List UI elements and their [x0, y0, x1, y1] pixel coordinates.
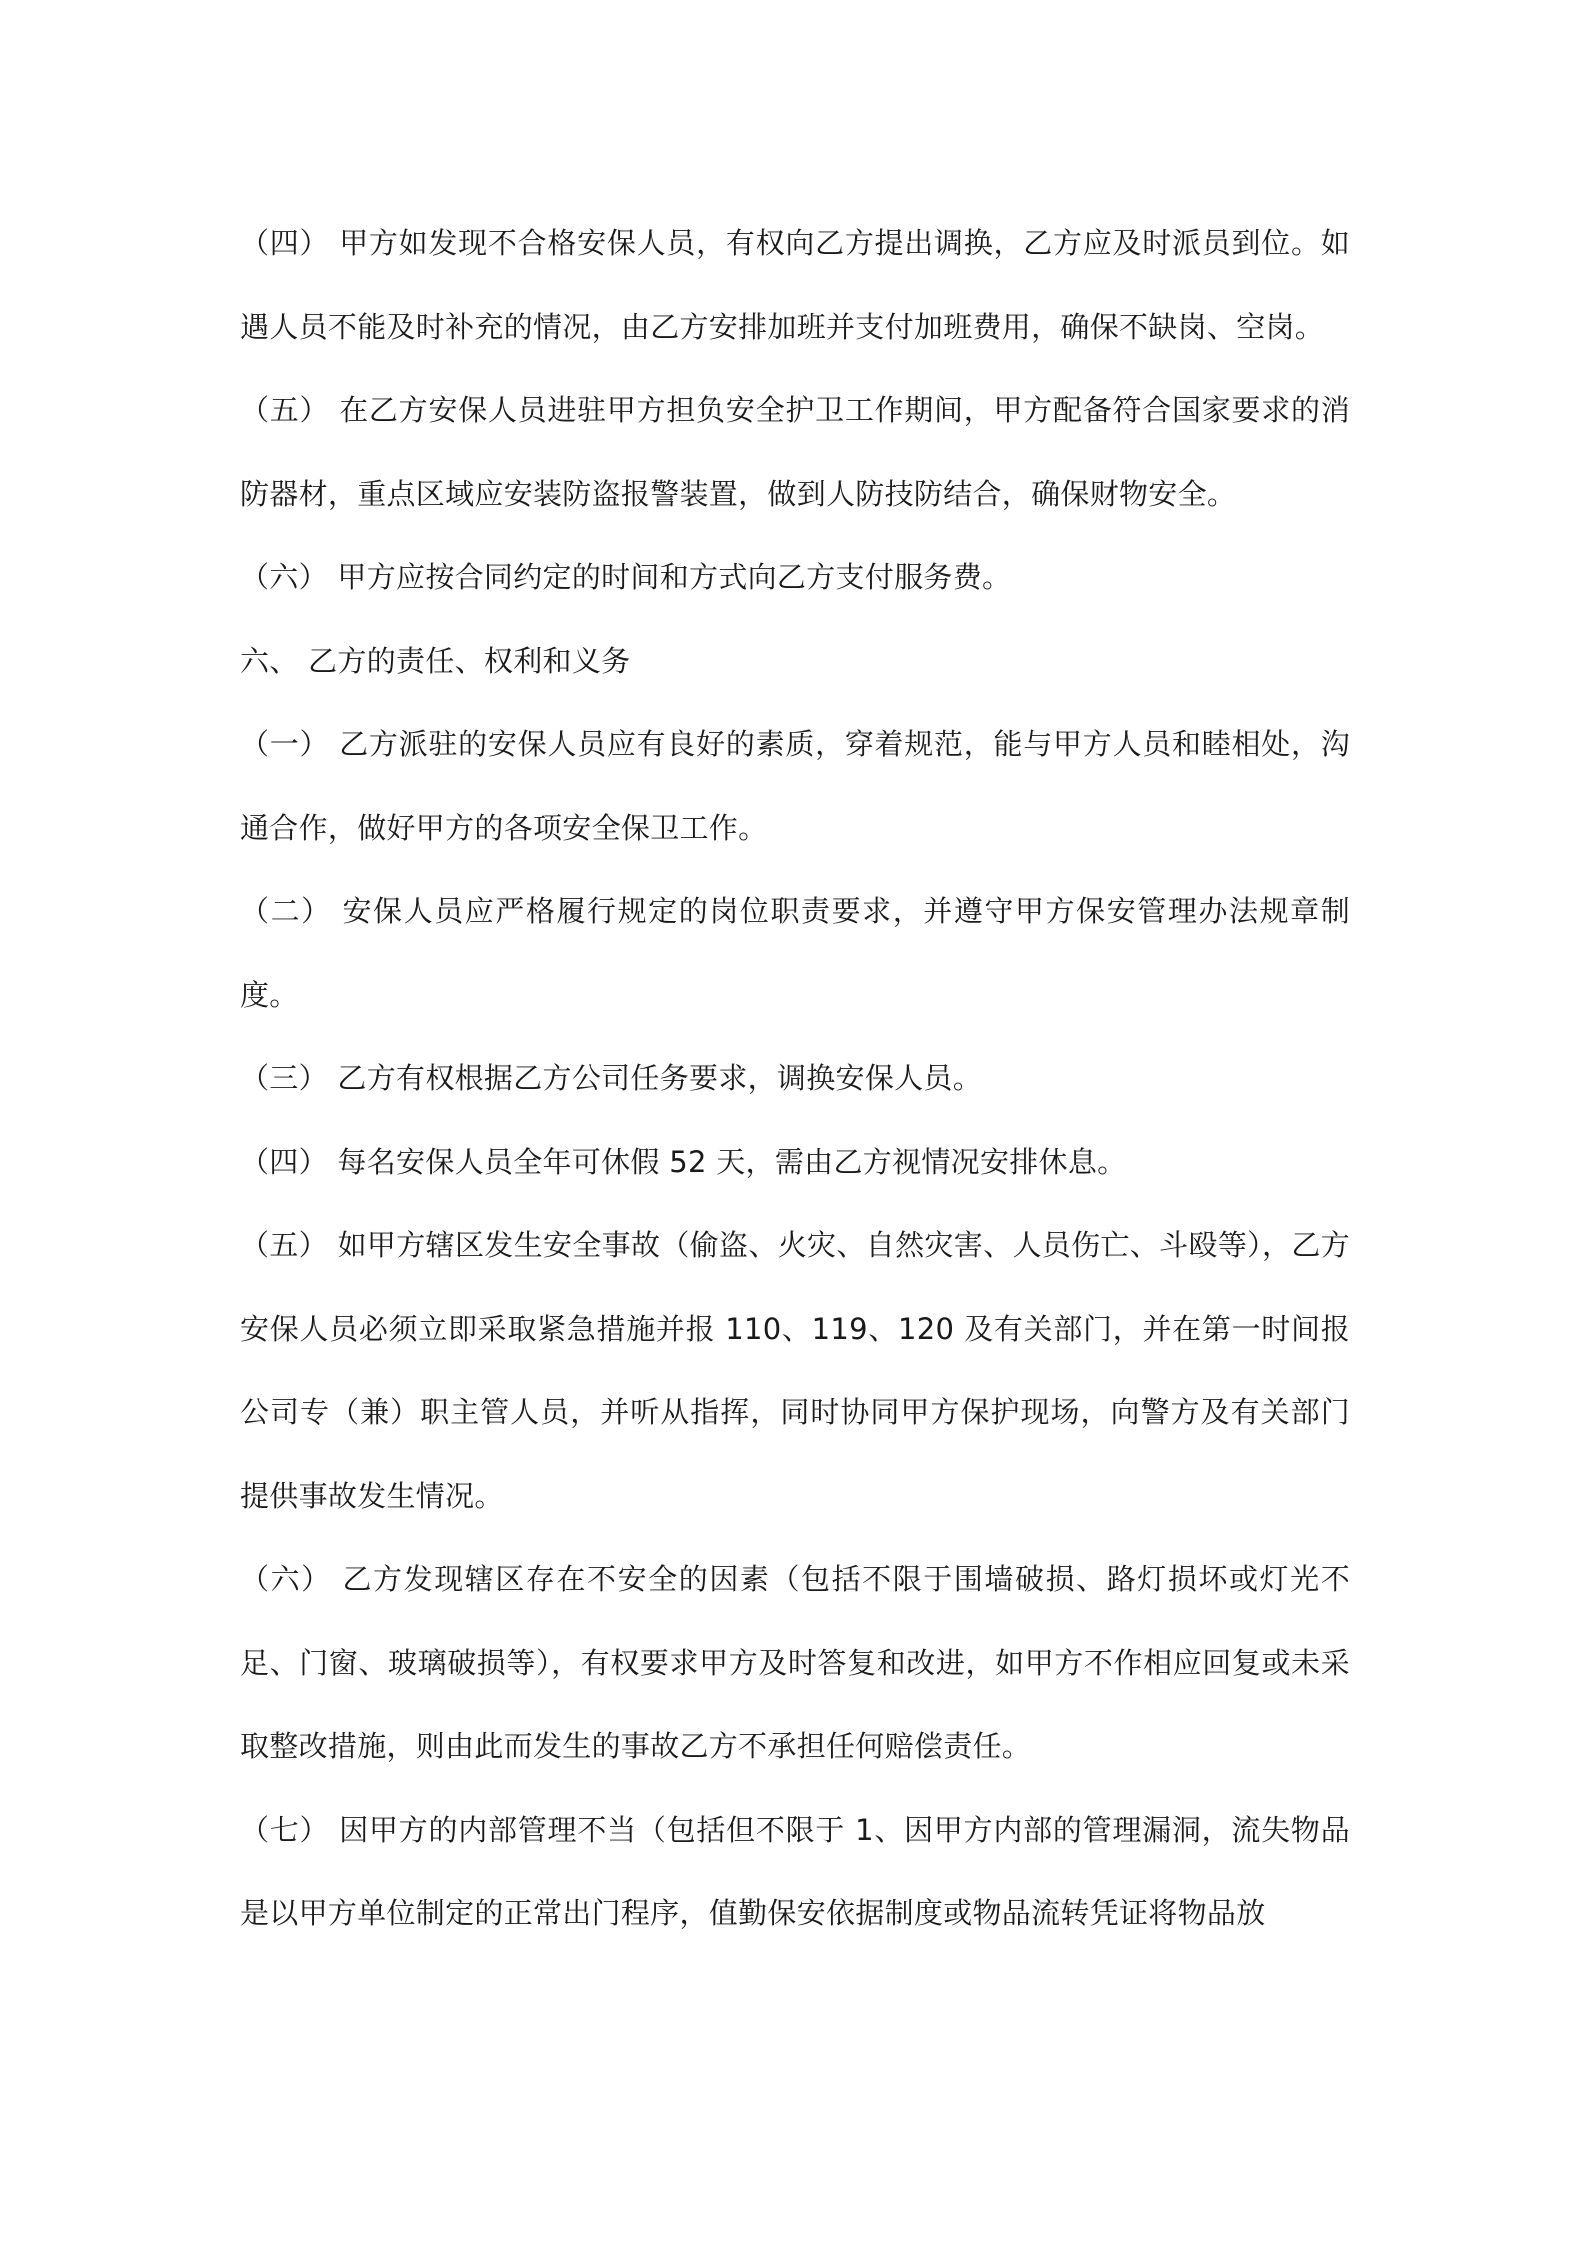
paragraph-4-replace-staff: （四） 甲方如发现不合格安保人员，有权向乙方提出调换，乙方应及时派员到位。如遇人员不能及时补充的情况，由乙方安排加班并支付加班费用，确保不缺岗、空岗。 — [240, 226, 1350, 344]
section-heading-party-b: 六、 乙方的责任、权利和义务 — [240, 643, 631, 678]
paragraph-b1-staff-quality: （一） 乙方派驻的安保人员应有良好的素质，穿着规范，能与甲方人员和睦相处，沟通合作，做好甲方的各项安全保卫工作。 — [240, 727, 1350, 845]
paragraph-b2-duties: （二） 安保人员应严格履行规定的岗位职责要求，并遵守甲方保安管理办法规章制度。 — [240, 894, 1350, 1012]
paragraph-b5-accidents: （五） 如甲方辖区发生安全事故（偷盗、火灾、自然灾害、人员伤亡、斗殴等），乙方安保人员必须立即采取紧急措施并报 110、119、120 及有关部门，并在第一时间报公司专（兼）职主管人员，并听从指挥，同时协同甲方保护现场，向警方及有关部门提供事故发生情况。 — [240, 1228, 1350, 1513]
paragraph-5-fire-equipment: （五） 在乙方安保人员进驻甲方担负安全护卫工作期间，甲方配备符合国家要求的消防器材，重点区域应安装防盗报警装置，做到人防技防结合，确保财物安全。 — [240, 393, 1350, 511]
paragraph-b6-unsafe-factors: （六） 乙方发现辖区存在不安全的因素（包括不限于围墙破损、路灯损坏或灯光不足、门窗、玻璃破损等），有权要求甲方及时答复和改进，如甲方不作相应回复或未采取整改措施，则由此而发生的事故乙方不承担任何赔偿责任。 — [240, 1562, 1350, 1763]
paragraph-b3-replace-staff: （三） 乙方有权根据乙方公司任务要求，调换安保人员。 — [240, 1061, 983, 1095]
paragraph-b7-internal-management: （七） 因甲方的内部管理不当（包括但不限于 1、因甲方内部的管理漏洞，流失物品是以甲方单位制定的正常出门程序，值勤保安依据制度或物品流转凭证将物品放 — [240, 1812, 1350, 1930]
paragraph-6-payment: （六） 甲方应按合同约定的时间和方式向乙方支付服务费。 — [240, 560, 1012, 594]
paragraph-b4-leave: （四） 每名安保人员全年可休假 52 天，需由乙方视情况安排休息。 — [240, 1144, 1127, 1179]
document-body — [240, 202, 1350, 1956]
